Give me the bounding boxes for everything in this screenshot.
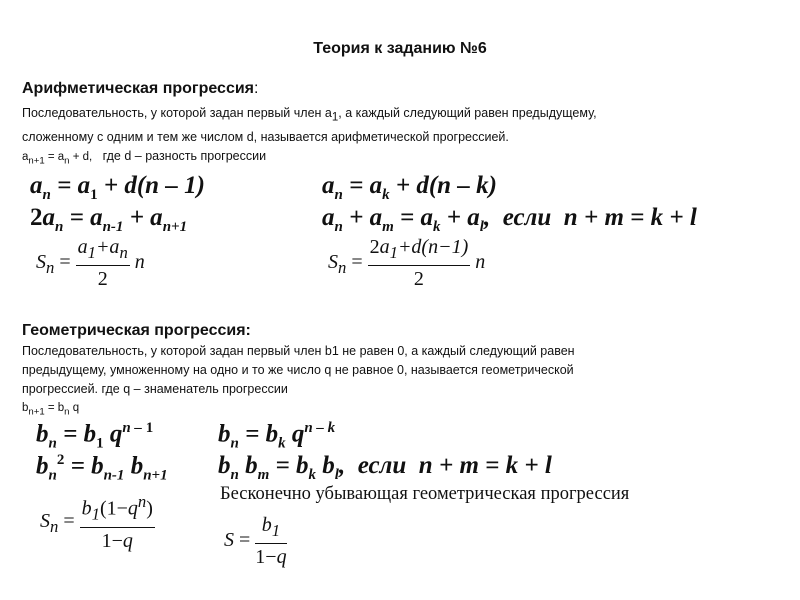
arith-sum-formula-1: $S_n$ = $\frac{a_1+a_n}{2}$ n	[36, 236, 145, 290]
arith-sum-formula-2: $S_n$ = $\frac{2a_1+d(n-1)}{2}$ n	[328, 236, 486, 290]
geo-via-k-formula: $b_n = b_k$ $q^{n - k}$	[218, 420, 336, 452]
arithmetic-heading: Арифметическая прогрессия:	[22, 80, 259, 97]
geometric-recurrence: $b_{n+1} = b_n$ q	[22, 402, 80, 418]
infinite-progression-caption: Бесконечно убывающая геометрическая прогрессия	[220, 484, 630, 504]
arithmetic-recurrence: $a_{n+1} = a_n + d$, где d – разность прогрессии	[22, 148, 267, 166]
geo-infinite-sum-formula: S = $\frac{b_1}{1-q}$	[224, 514, 287, 568]
geo-nth-term-formula: $b_n = b_1$ $q^{n - 1}$	[36, 420, 154, 452]
geometric-heading: Геометрическая прогрессия:	[22, 322, 251, 339]
geo-product-property-formula: $b_n$ $b_m = b_k$ $b_l$, если n + m = k + l	[218, 452, 552, 483]
geometric-definition: Последовательность, у которой задан первый член b1 не равен 0, а каждый следующий равен предыдущему, умноженному на одно и то же число q не равное 0, называется геометрической прогрессией. где q – знаменатель прогрессии $b_{n+1} = b_n$ q	[22, 342, 575, 421]
geo-sum-formula: $S_n$ = $\frac{b_1(1-q^n)}{1-q}$	[40, 492, 153, 552]
arith-sum-property-formula: $a_n + a_m = a_k + a_l$, если n + m = k + l	[322, 204, 697, 235]
arith-via-k-formula: $a_n = a_k + d(n - k)$	[322, 172, 497, 203]
arithmetic-definition: Последовательность, у которой задан первый член $a_1$, а каждый следующий равен предыдущему, сложенному с одним и тем же числом d, называется арифметической прогрессией. $a_{n+1} = a_n + d$, где d – разность прогрессии	[22, 104, 597, 170]
geo-middle-term-formula: $b_n^2 = b_{n-1}$ $b_{n+1}$	[36, 452, 168, 484]
page-title: Теория к заданию №6	[313, 40, 487, 57]
arith-nth-term-formula: $a_n = a_1 + d(n - 1)$	[30, 172, 205, 203]
arith-middle-term-formula: $2a_n = a_{n-1} + a_{n+1}$	[30, 204, 188, 235]
